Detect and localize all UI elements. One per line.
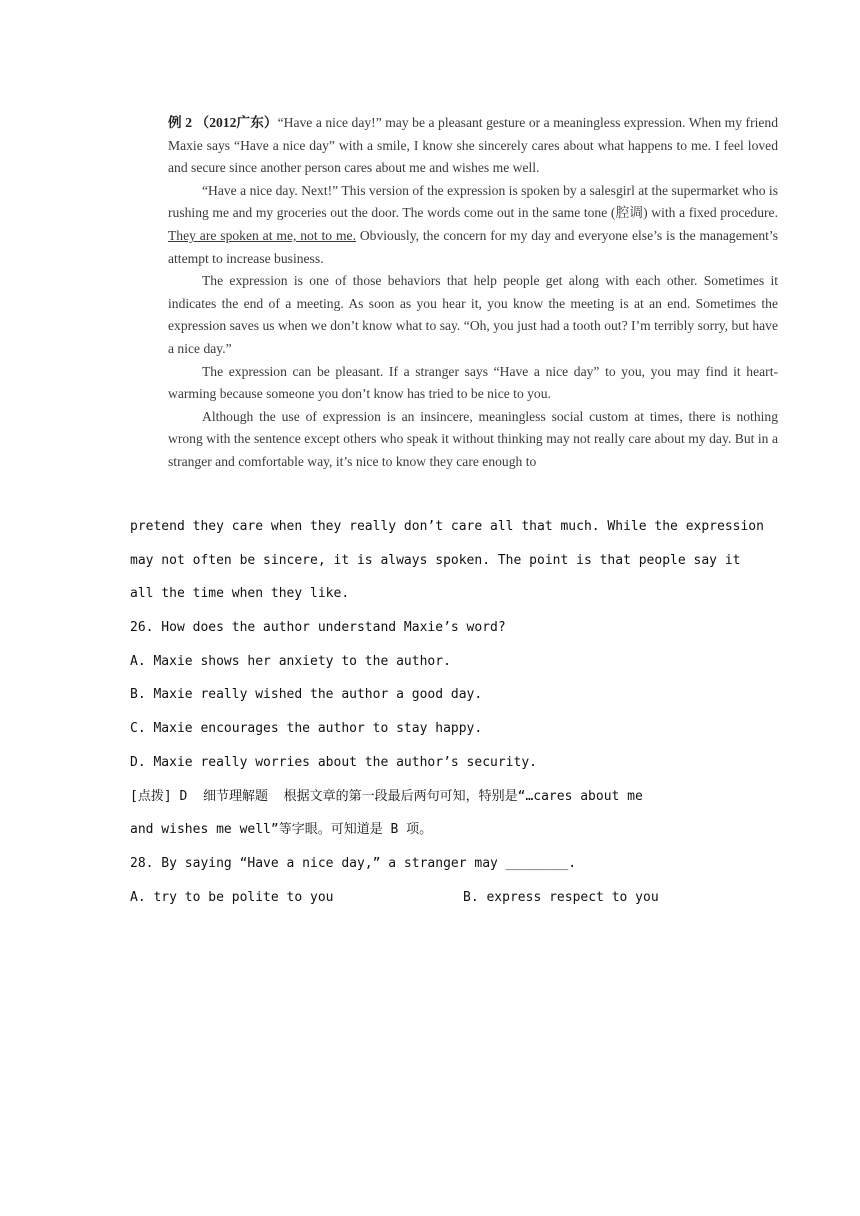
example-label: 例 2 （2012广东） <box>168 115 278 130</box>
answer-note-line-1: [点拨] D 细节理解题 根据文章的第一段最后两句可知，特别是“…cares about me <box>130 788 643 804</box>
question-26-option-b: B. Maxie really wished the author a good day. <box>130 687 483 703</box>
question-26-option-a: A. Maxie shows her anxiety to the author. <box>130 653 451 669</box>
passage-continuation-line-3: all the time when they like. <box>130 586 350 602</box>
passage-p2-underlined: They are spoken at me, not to me. <box>168 227 356 243</box>
scanned-passage-image <box>168 112 778 504</box>
document-body <box>130 514 764 918</box>
question-28-options <box>130 885 740 919</box>
question-26-option-d: D. Maxie really worries about the author’s security. <box>130 754 537 770</box>
passage-paragraph-1 <box>168 112 778 180</box>
passage-paragraph-2 <box>168 180 778 270</box>
question-26-stem: 26. How does the author understand Maxie’s word? <box>130 620 506 636</box>
question-28-option-a: A. try to be polite to you <box>130 889 334 905</box>
passage-p2-text-a: “Have a nice day. Next!” This version of the expression is spoken by a salesgirl at the supermarket who is rushing me and my groceries out the door. The words come out in the same tone (腔调) with a fixed procedure. <box>168 182 778 221</box>
question-26-option-c: C. Maxie encourages the author to stay happy. <box>130 721 483 737</box>
question-28-option-b: B. express respect to you <box>463 889 659 905</box>
answer-note-line-2: and wishes me well”等字眼。可知道是 B 项。 <box>130 822 433 838</box>
passage-continuation-line-2: may not often be sincere, it is always spoken. The point is that people say it <box>130 552 741 568</box>
passage-paragraph-3: The expression is one of those behaviors that help people get along with each other. Sometimes it indicates the end of a meeting. As soon as you hear it, you know the meeting is at an end. Sometimes the expression saves us when we don’t know what to say. “Oh, you just had a tooth out? I’m terribly sorry, but have a nice day.” <box>168 273 778 356</box>
passage-continuation-line-1: pretend they care when they really don’t care all that much. While the expression <box>130 519 764 534</box>
passage-paragraph-4: The expression can be pleasant. If a stranger says “Have a nice day” to you, you may find it heart-warming because someone you don’t know has tried to be nice to you. <box>168 363 778 402</box>
passage-p2-text-b: Obviously, the concern for my day and everyone else’s is the management’s attempt to increase business. <box>168 227 778 266</box>
passage-p1-text: “Have a nice day!” may be a pleasant gesture or a meaningless expression. When my friend Maxie says “Have a nice day” with a smile, I know she sincerely cares about what happens to me. I feel loved and secure since another person cares about me and wishes me well. <box>168 115 779 176</box>
question-28-stem: 28. By saying “Have a nice day,” a stranger may ________. <box>130 855 577 871</box>
passage-paragraph-5: Although the use of expression is an insincere, meaningless social custom at times, there is nothing wrong with the sentence except others who speak it without thinking may not really care about my day. But in a stranger and comfortable way, it’s nice to know they care enough to <box>168 408 778 469</box>
